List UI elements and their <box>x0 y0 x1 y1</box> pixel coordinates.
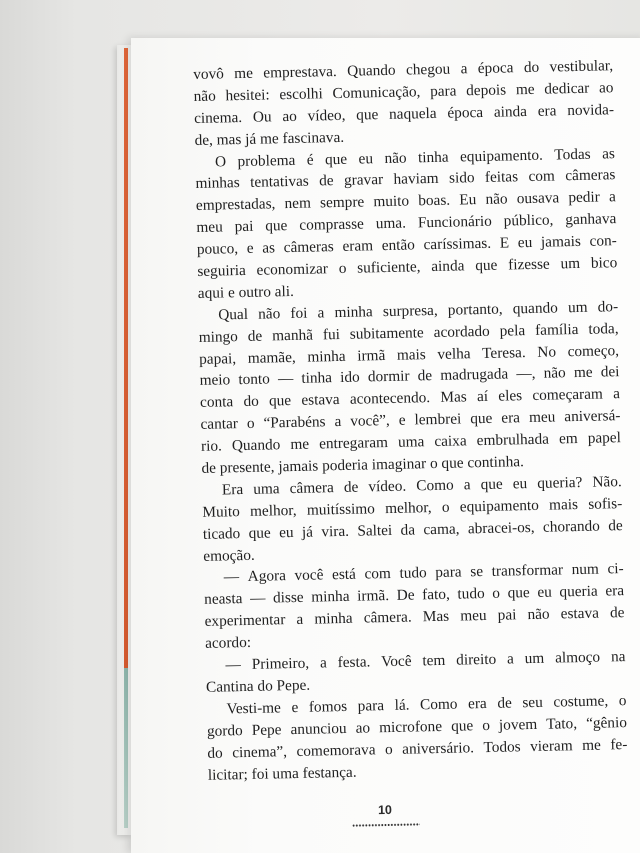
word: aqui <box>197 284 229 302</box>
word: na <box>610 648 626 666</box>
word: acontecendo. <box>349 389 431 409</box>
word: estava <box>560 604 600 623</box>
word: tonto <box>238 370 271 389</box>
word: sido <box>448 169 475 188</box>
word: o <box>618 691 627 710</box>
word: Pepe <box>251 721 282 739</box>
word: problema <box>237 151 296 170</box>
word: disse <box>272 589 304 607</box>
word: vídeo. <box>368 477 407 496</box>
word: fomos <box>308 697 348 716</box>
word: de <box>319 172 334 190</box>
word: De <box>396 586 415 605</box>
word: ao <box>355 719 371 737</box>
word: hesitei: <box>225 86 270 105</box>
word: Mas <box>440 388 467 407</box>
word: pai <box>497 606 517 625</box>
word: que <box>248 524 271 542</box>
word: eu <box>512 475 528 493</box>
word: que <box>507 584 530 602</box>
word: era <box>537 102 557 120</box>
word: Mas <box>422 608 450 626</box>
word: Primeiro, <box>251 654 310 673</box>
word: fe- <box>610 735 628 754</box>
word: Não. <box>592 473 622 491</box>
word: costume, <box>553 692 609 711</box>
word: ticado <box>202 524 241 543</box>
word: con- <box>589 232 617 250</box>
word: festança. <box>302 763 357 782</box>
word: equipamento. <box>459 146 544 165</box>
word: acordo: <box>204 634 252 653</box>
word: mais <box>548 495 579 514</box>
word: que <box>480 475 503 493</box>
word: madrugada <box>440 365 509 385</box>
word: Muito <box>202 502 240 521</box>
book-cover-edge-lower <box>124 668 128 828</box>
word: de <box>497 694 512 712</box>
word: está <box>331 566 357 584</box>
word: ainda <box>431 257 465 276</box>
word: vira. <box>321 522 350 541</box>
word: mamãe, <box>247 348 296 367</box>
word: Ou <box>252 108 272 126</box>
word: me <box>234 64 254 83</box>
word: uma <box>253 480 280 498</box>
word: queria? <box>537 473 583 492</box>
word: não <box>527 605 550 624</box>
word: me <box>259 129 283 148</box>
word: que <box>324 150 348 168</box>
word: o <box>441 498 450 516</box>
word: Como <box>416 476 454 495</box>
word: toda, <box>588 319 619 338</box>
word: tudo <box>457 585 485 603</box>
word: eu <box>358 149 374 168</box>
word: Qual <box>218 305 249 324</box>
word: Pepe. <box>276 676 311 695</box>
word: Todas <box>554 145 591 164</box>
word: licitar; <box>207 765 252 784</box>
word: começaram <box>532 385 604 405</box>
word: ainda <box>493 102 528 121</box>
word: meu <box>460 607 487 625</box>
word: para <box>435 563 462 582</box>
word: câmera. <box>363 608 412 627</box>
word: de <box>609 604 625 622</box>
word: você”, <box>350 412 390 431</box>
word: que <box>475 256 498 275</box>
word: Era <box>221 480 244 499</box>
word: com <box>528 167 556 186</box>
word: surpresa, <box>382 301 438 320</box>
word: eles <box>498 387 523 406</box>
word: pedir <box>568 188 600 207</box>
word: não <box>543 364 566 383</box>
word: é <box>306 151 314 169</box>
word: embrulhada <box>476 430 550 450</box>
word: mingo <box>198 327 238 346</box>
word: a <box>317 304 325 322</box>
page-number: 10 <box>377 802 393 818</box>
word: começo, <box>567 341 620 360</box>
word: um <box>560 254 581 273</box>
word: Cantina <box>205 677 258 696</box>
word: público, <box>503 211 554 230</box>
word: pouco, <box>196 240 239 259</box>
word: para <box>429 82 457 100</box>
word: queria <box>559 583 598 601</box>
word: que <box>441 454 468 472</box>
word: minha <box>307 347 346 366</box>
word: minhas <box>195 174 240 193</box>
word: jovem <box>498 715 538 734</box>
word: de <box>608 516 623 535</box>
word: se <box>470 563 484 581</box>
word: entregaram <box>318 434 389 453</box>
word: já <box>244 130 261 148</box>
word: transformar <box>491 561 564 581</box>
word: cantar <box>200 415 239 434</box>
word: novida- <box>567 100 615 119</box>
word: equipamento <box>459 496 539 516</box>
word: Teresa. <box>481 343 526 362</box>
word: rio. <box>200 437 223 456</box>
word: subitamente <box>349 323 424 343</box>
word: Funcionário <box>417 213 492 232</box>
word: mas <box>216 130 246 149</box>
word: época <box>477 59 514 78</box>
word: comemorava <box>296 740 376 760</box>
word: que <box>450 716 474 735</box>
word: eu <box>517 234 533 252</box>
word: muitíssimo <box>306 500 376 519</box>
word: e <box>398 411 406 430</box>
word: ido <box>339 369 360 387</box>
word: do <box>243 393 259 411</box>
word: dedicar <box>544 79 590 98</box>
word: chegou <box>405 60 451 79</box>
word: o <box>338 259 347 278</box>
word: mais <box>396 345 426 364</box>
word: eu <box>278 523 294 542</box>
word: minha <box>334 303 373 321</box>
word: me <box>581 736 602 754</box>
word: gravar <box>343 171 384 190</box>
word: No <box>537 343 557 361</box>
word: sofis- <box>588 494 623 513</box>
word: ao <box>282 107 298 125</box>
word: lembrei <box>414 410 462 429</box>
word: era <box>501 409 521 427</box>
word: um <box>567 298 588 316</box>
word: do <box>257 677 277 695</box>
word: a <box>296 611 304 629</box>
word: “Parabéns <box>263 413 326 432</box>
word: foi <box>290 304 308 322</box>
word: foi <box>251 764 273 783</box>
word: era <box>605 582 625 600</box>
word: gordo <box>206 721 243 740</box>
word: dormir <box>367 368 410 386</box>
word: ousava <box>516 189 560 208</box>
word: o <box>492 585 501 603</box>
word: conta <box>199 393 234 412</box>
word: escolhi <box>279 85 323 104</box>
word: um <box>524 649 545 668</box>
word: tudo <box>399 564 427 583</box>
word: a <box>460 60 468 78</box>
word: seu <box>522 693 543 712</box>
word: cama, <box>423 520 460 538</box>
word: papel <box>587 429 622 447</box>
word: neasta <box>204 590 243 609</box>
word: em <box>558 430 578 448</box>
word: meio <box>199 371 231 390</box>
word: aniversá- <box>564 407 621 426</box>
word: tinha <box>417 148 449 166</box>
word: naquela <box>388 104 437 123</box>
word: pai <box>234 218 254 236</box>
word: —, <box>516 365 536 383</box>
word: de <box>247 327 263 345</box>
word: minha <box>311 588 350 607</box>
word: aí <box>476 388 489 406</box>
word: câmeras <box>565 166 616 185</box>
word: a <box>506 650 514 668</box>
word: Como <box>419 695 458 714</box>
word: caríssimas. <box>423 234 492 254</box>
word: tentativas <box>249 173 309 192</box>
word: muito <box>373 192 410 211</box>
word: Eu <box>459 191 477 209</box>
word: portanto, <box>447 300 503 319</box>
word: jamais <box>278 457 323 476</box>
word: me <box>573 364 593 382</box>
word: Agora <box>247 567 287 586</box>
word: de <box>343 478 359 496</box>
page-body-text <box>193 55 628 786</box>
word: câmera <box>289 479 334 497</box>
word: uma. <box>375 214 407 233</box>
word: eu <box>537 583 552 602</box>
word: poderia <box>321 456 372 475</box>
word: almoço <box>554 648 601 667</box>
word: economizar <box>256 260 329 279</box>
word: vestibular, <box>549 57 614 76</box>
word: vídeo, <box>307 106 346 125</box>
word: acordado <box>433 322 490 341</box>
word: o <box>429 454 442 473</box>
word: feitas <box>484 168 519 187</box>
word: velha <box>437 344 471 363</box>
word: e <box>227 284 239 302</box>
word: pela <box>499 321 526 340</box>
word: fato, <box>422 586 450 604</box>
word: câmeras <box>283 238 334 257</box>
word: tem <box>422 651 446 670</box>
word: irmã <box>357 346 386 365</box>
word: a <box>463 476 471 494</box>
word: ali. <box>274 282 295 301</box>
word: haviam <box>393 170 439 189</box>
word: melhor, <box>249 501 297 520</box>
word: Quando <box>347 61 396 80</box>
word: presente, <box>219 458 279 477</box>
word: caixa <box>434 432 467 451</box>
word: época <box>447 103 484 122</box>
word: melhor, <box>384 498 432 517</box>
word: as <box>262 239 276 257</box>
word: experimentar <box>204 611 286 631</box>
word: Tato, <box>546 714 578 733</box>
word: a <box>334 413 342 431</box>
word: outro <box>238 283 275 301</box>
word: emprestava. <box>263 62 337 82</box>
word: da <box>400 521 416 539</box>
word: eram <box>342 237 374 256</box>
word: e <box>246 239 254 258</box>
word: papai, <box>199 349 237 368</box>
word: jamais <box>540 233 582 251</box>
word: fizesse <box>507 255 550 274</box>
word: cinema. <box>193 108 243 127</box>
word: “gênio <box>585 713 628 732</box>
word: lá. <box>394 696 410 714</box>
word: dei <box>600 363 620 381</box>
book-cover-edge <box>124 48 128 668</box>
word: você <box>294 566 324 585</box>
word: a <box>319 654 327 672</box>
word: para <box>357 696 385 715</box>
word: as <box>601 144 616 163</box>
word: que <box>356 105 379 124</box>
word: Quando <box>231 436 281 455</box>
word: a <box>608 188 616 206</box>
word: fui <box>322 325 341 344</box>
word: que <box>268 392 292 410</box>
word: o <box>384 740 393 758</box>
word: — <box>225 656 242 674</box>
word: meu <box>528 408 556 427</box>
word: Todos <box>483 737 521 756</box>
word: Vesti-me <box>226 699 282 718</box>
word: me <box>290 435 310 454</box>
word: bico <box>590 254 618 272</box>
word: tinha <box>301 369 333 388</box>
word: aniversário. <box>402 738 475 758</box>
word: estava <box>301 391 340 410</box>
word: não <box>384 149 407 167</box>
word: boas. <box>418 191 451 210</box>
word: comprasse <box>299 215 365 235</box>
word: chorando <box>542 517 601 536</box>
word: que <box>265 217 288 235</box>
word: cinema”, <box>232 742 288 761</box>
word: já <box>301 523 314 541</box>
word: emprestadas, <box>195 195 276 215</box>
word: fascinava. <box>282 128 345 147</box>
word: minha <box>314 610 353 628</box>
word: sempre <box>319 193 365 212</box>
word: quando <box>512 299 559 318</box>
word: do <box>523 58 540 77</box>
word: com <box>364 565 392 584</box>
word: me <box>515 80 535 99</box>
word: que <box>470 410 493 428</box>
word: imaginar <box>371 455 431 474</box>
word: de, <box>194 131 217 149</box>
word: — <box>249 589 266 608</box>
word: irmã. <box>357 587 390 606</box>
word: — <box>277 370 294 388</box>
word: ao <box>598 79 614 97</box>
word: Comunicação, <box>332 83 421 102</box>
word: festa. <box>337 653 371 672</box>
word: de <box>201 459 220 477</box>
word: continha. <box>467 453 525 472</box>
word: Você <box>381 652 412 671</box>
word: Saltei <box>357 521 393 540</box>
word: não <box>485 190 508 209</box>
word: era <box>467 694 487 713</box>
word: abracei-os, <box>467 518 535 538</box>
word: E <box>499 234 510 252</box>
word: a <box>612 385 621 403</box>
word: depois <box>466 81 507 100</box>
word: e <box>291 698 299 716</box>
word: uma <box>272 764 303 782</box>
word: do- <box>597 297 619 316</box>
word: não <box>257 305 281 323</box>
word: ci- <box>607 560 624 578</box>
word: vieram <box>529 736 573 755</box>
word: meu <box>196 218 223 237</box>
word: do <box>207 744 223 762</box>
word: emoção. <box>203 546 255 565</box>
word: suficiente, <box>357 258 421 277</box>
word: O <box>214 152 227 171</box>
word: direito <box>456 650 497 669</box>
word: então <box>381 236 416 255</box>
word: o <box>482 716 491 734</box>
word: ganhava <box>565 210 617 229</box>
word: seguiria <box>197 261 246 280</box>
word: o <box>246 415 255 433</box>
word: de <box>417 367 433 385</box>
word: anunciou <box>290 719 347 738</box>
word: nem <box>284 194 312 213</box>
word: num <box>571 561 600 579</box>
word: — <box>223 568 240 586</box>
word: família <box>534 320 579 339</box>
word: não <box>193 87 216 105</box>
word: microfone <box>378 717 443 736</box>
word: manhã <box>271 326 314 345</box>
word: uma <box>397 433 425 451</box>
word: vovô <box>193 65 224 83</box>
